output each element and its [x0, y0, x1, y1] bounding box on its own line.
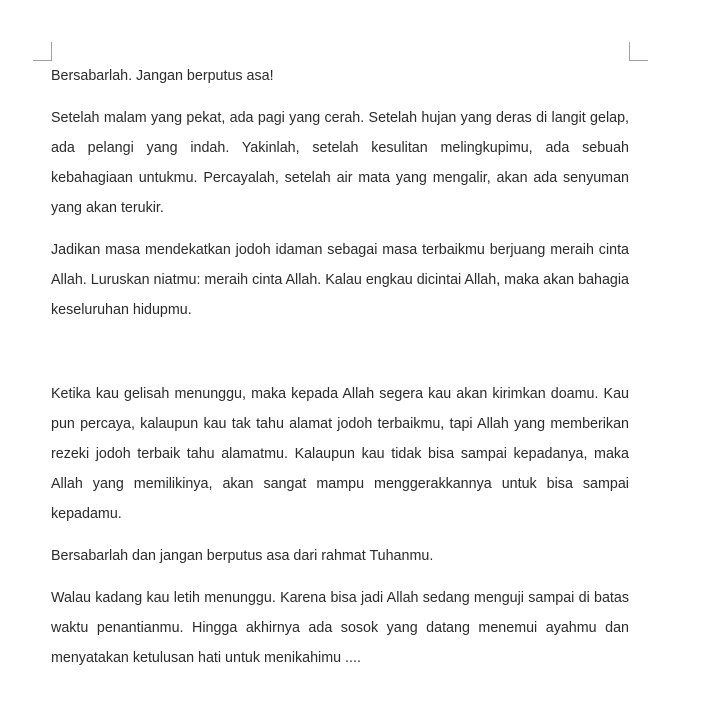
paragraph-4[interactable]: Ketika kau gelisah menunggu, maka kepada Allah segera kau akan kirimkan doamu. Kau pun percaya, kalaupun kau tak tahu alamat jodoh terbaikmu, tapi Allah yang memberikan rezeki jodoh terbaik tahu alamatmu. Kalaupun kau tidak bisa sampai kepadanya, maka Allah yang memilikinya, akan sangat mampu menggerakkannya untuk bisa sampai kepadamu. [51, 386, 629, 522]
top-right-margin-mark [629, 42, 648, 61]
empty-paragraph[interactable] [51, 337, 629, 367]
paragraph-1[interactable]: Bersabarlah. Jangan berputus asa! [51, 68, 274, 84]
paragraph-3[interactable]: Jadikan masa mendekatkan jodoh idaman sebagai masa terbaikmu berjuang meraih cinta Allah. Luruskan niatmu: meraih cinta Allah. Kalau engkau dicintai Allah, maka akan bahagia keseluruhan hidupmu. [51, 242, 629, 318]
top-left-margin-mark [33, 42, 52, 61]
paragraph-2[interactable]: Setelah malam yang pekat, ada pagi yang cerah. Setelah hujan yang deras di langit gelap, ada pelangi yang indah. Yakinlah, setelah kesulitan melingkupimu, ada sebuah kebahagiaan untukmu. Percayalah, setelah air mata yang mengalir, akan ada senyuman yang akan terukir. [51, 110, 629, 216]
paragraph-5[interactable]: Bersabarlah dan jangan berputus asa dari rahmat Tuhanmu. [51, 548, 434, 564]
document-body[interactable] [51, 61, 629, 685]
paragraph-6[interactable]: Walau kadang kau letih menunggu. Karena bisa jadi Allah sedang menguji sampai di batas waktu penantianmu. Hingga akhirnya ada sosok yang datang menemui ayahmu dan menyatakan ketulusan hati untuk menikahimu .... [51, 590, 629, 666]
